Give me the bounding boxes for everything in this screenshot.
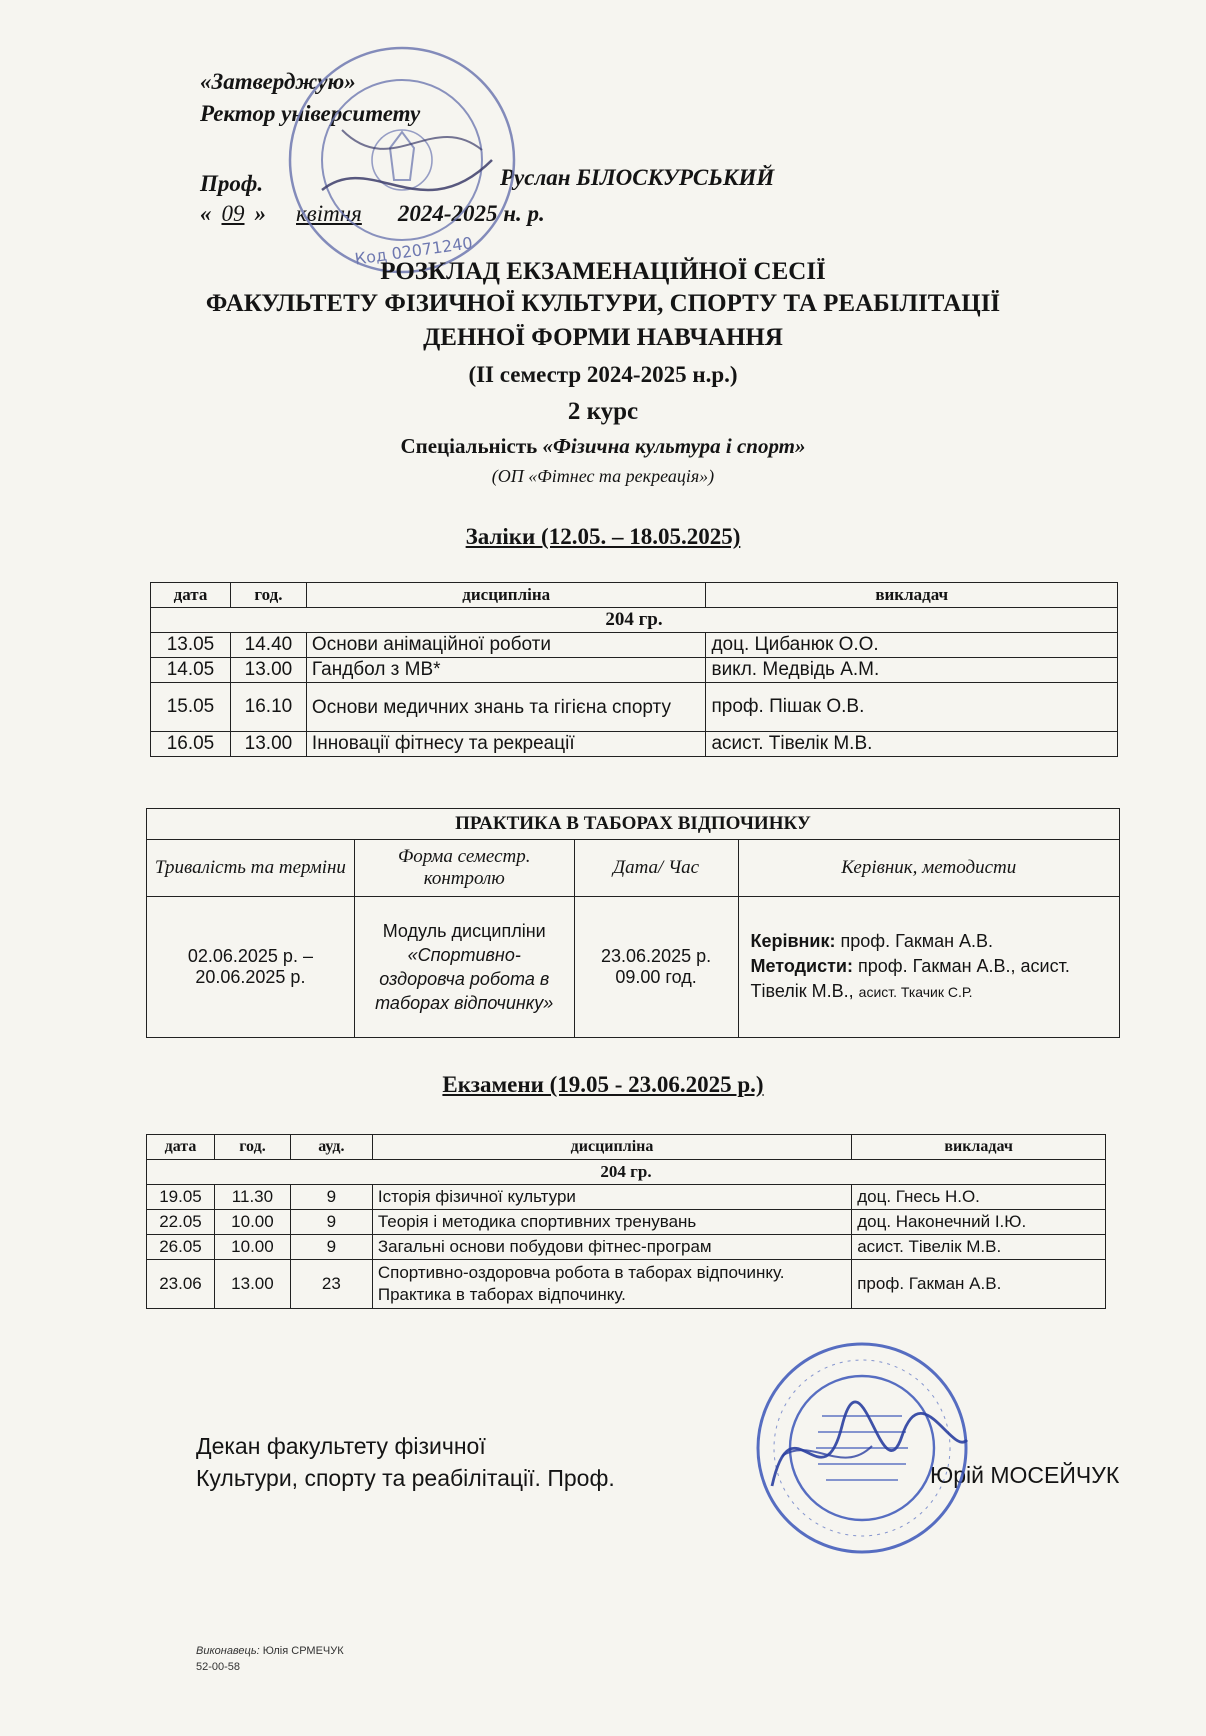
table-row [147, 1260, 1106, 1309]
row-date: 16.05 [151, 732, 231, 757]
stamp-code-text: Код 02071240 [353, 233, 474, 269]
dean-name: Юрій МОСЕЙЧУК [930, 1462, 1120, 1488]
quote-close: » [254, 201, 266, 226]
practice-form-italic: «Спортивно-оздоровча робота в таборах відпочинку» [375, 945, 554, 1013]
performer-phone: 52-00-58 [196, 1661, 241, 1673]
dean-line-2: Культури, спорту та реабілітації. Проф. [196, 1465, 615, 1491]
program: (ОП «Фітнес та рекреація») [491, 466, 715, 486]
row-time: 16.10 [230, 683, 306, 732]
row-room: 9 [290, 1210, 372, 1235]
faculty-seal-stamp [752, 1336, 972, 1560]
practice-leaders [738, 897, 1120, 1038]
row-teacher: доц. Цибанюк О.О. [706, 633, 1118, 658]
row-subject: Інновації фітнесу та рекреації [306, 732, 706, 757]
table-row [147, 1185, 1106, 1210]
row-subject: Загальні основи побудови фітнес-програм [372, 1235, 851, 1260]
practice-header-row [147, 840, 1120, 897]
row-date: 22.05 [147, 1210, 215, 1235]
table-row [151, 683, 1118, 732]
zaliky-header-row [151, 583, 1118, 608]
practice-time: 09.00 год. [615, 967, 697, 987]
row-date: 14.05 [151, 658, 231, 683]
approval-day: 09 [221, 201, 245, 226]
practice-col-duration: Тривалість та терміни [147, 840, 355, 897]
practice-methodists [751, 954, 1108, 1005]
table-row [147, 1210, 1106, 1235]
row-teacher: проф. Пішак О.В. [706, 683, 1118, 732]
performer-line [196, 1643, 344, 1659]
exams-header-row [147, 1135, 1106, 1160]
heading-line-2: ФАКУЛЬТЕТУ ФІЗИЧНОЇ КУЛЬТУРИ, СПОРТУ ТА РЕАБІЛІТАЦІЇ [205, 290, 1001, 317]
practice-form [354, 897, 574, 1038]
row-time: 14.40 [230, 633, 306, 658]
row-time: 10.00 [214, 1210, 290, 1235]
exam-col-time: год. [214, 1135, 290, 1160]
col-date: дата [151, 583, 231, 608]
dean-block [196, 1430, 615, 1494]
row-date: 26.05 [147, 1235, 215, 1260]
approval-month: квітня [296, 201, 362, 226]
exam-col-teacher: викладач [852, 1135, 1106, 1160]
performer-block [196, 1643, 344, 1675]
row-room: 23 [290, 1260, 372, 1309]
row-date: 15.05 [151, 683, 231, 732]
practice-col-form: Форма семестр. контролю [354, 840, 574, 897]
table-row [147, 1235, 1106, 1260]
methodists-names: проф. Гакман А.В., асист. Тівелік М.В., [750, 956, 1070, 1001]
exams-title: Екзамени (19.05 - 23.06.2025 р.) [442, 1072, 764, 1097]
exams-group: 204 гр. [147, 1160, 1106, 1185]
row-teacher: асист. Тівелік М.В. [852, 1235, 1106, 1260]
row-subject: Гандбол з МВ* [306, 658, 706, 683]
specialty-name: «Фізична культура і спорт» [542, 434, 806, 458]
row-teacher: викл. Медвідь А.М. [706, 658, 1118, 683]
row-date: 19.05 [147, 1185, 215, 1210]
exams-table [146, 1134, 1106, 1309]
practice-form-plain: Модуль дисципліни [382, 921, 546, 941]
row-time: 13.00 [230, 732, 306, 757]
approval-line-2: Ректор університету [200, 101, 421, 126]
methodists-label: Методисти: [750, 956, 853, 976]
row-subject: Основи анімаційної роботи [306, 633, 706, 658]
practice-duration: 02.06.2025 р. – 20.06.2025 р. [147, 897, 355, 1038]
methodists-extra: асист. Ткачик С.Р. [858, 984, 973, 1000]
col-subject: дисципліна [306, 583, 706, 608]
row-subject: Історія фізичної культури [372, 1185, 851, 1210]
row-teacher: доц. Гнесь Н.О. [852, 1185, 1106, 1210]
practice-table [146, 808, 1120, 1038]
semester: (ІІ семестр 2024-2025 н.р.) [468, 362, 738, 387]
exam-col-subject: дисципліна [372, 1135, 851, 1160]
practice-leader [751, 929, 1108, 954]
zaliky-table [150, 582, 1118, 757]
row-time: 13.00 [214, 1260, 290, 1309]
practice-datetime [574, 897, 738, 1038]
zaliky-title: Заліки (12.05. – 18.05.2025) [465, 524, 741, 549]
exam-col-room: ауд. [290, 1135, 372, 1160]
table-row [151, 633, 1118, 658]
row-date: 13.05 [151, 633, 231, 658]
col-teacher: викладач [706, 583, 1118, 608]
table-row [151, 658, 1118, 683]
approval-prefix: Проф. [200, 171, 264, 196]
approval-year: 2024-2025 н. р. [397, 201, 545, 226]
practice-row [147, 897, 1120, 1038]
col-time: год. [230, 583, 306, 608]
course: 2 курс [567, 398, 639, 425]
specialty [0, 434, 1206, 459]
row-teacher: асист. Тівелік М.В. [706, 732, 1118, 757]
exam-col-date: дата [147, 1135, 215, 1160]
heading-line-1: РОЗКЛАД ЕКЗАМЕНАЦІЙНОЇ СЕСІЇ [380, 258, 826, 285]
row-room: 9 [290, 1235, 372, 1260]
approval-line-1: «Затверджую» [200, 69, 356, 94]
specialty-label: Спеціальність [400, 434, 543, 458]
row-teacher: доц. Наконечний І.Ю. [852, 1210, 1106, 1235]
rector-seal-stamp [282, 40, 522, 280]
row-date: 23.06 [147, 1260, 215, 1309]
rector-name: Руслан БІЛОСКУРСЬКИЙ [500, 165, 775, 190]
table-row [151, 732, 1118, 757]
leader-label: Керівник: [750, 931, 836, 951]
practice-title: ПРАКТИКА В ТАБОРАХ ВІДПОЧИНКУ [147, 809, 1120, 840]
row-teacher: проф. Гакман А.В. [852, 1260, 1106, 1309]
performer-label: Виконавець: [196, 1645, 263, 1657]
zaliky-group: 204 гр. [151, 608, 1118, 633]
practice-date: 23.06.2025 р. [601, 946, 712, 966]
row-subject: Спортивно-оздоровча робота в таборах відпочинку. Практика в таборах відпочинку. [372, 1260, 851, 1309]
row-subject: Теорія і методика спортивних тренувань [372, 1210, 851, 1235]
row-room: 9 [290, 1185, 372, 1210]
dean-line-1: Декан факультету фізичної [196, 1433, 486, 1459]
performer-name: Юлія СРМЕЧУК [262, 1645, 344, 1657]
row-time: 10.00 [214, 1235, 290, 1260]
practice-col-datetime: Дата/ Час [574, 840, 738, 897]
row-time: 13.00 [230, 658, 306, 683]
practice-col-leader: Керівник, методисти [738, 840, 1120, 897]
leader-name: проф. Гакман А.В. [835, 931, 994, 951]
heading-line-3: ДЕННОЇ ФОРМИ НАВЧАННЯ [423, 324, 783, 351]
quote-open: « [200, 201, 212, 226]
row-subject: Основи медичних знань та гігієна спорту [306, 683, 706, 732]
row-time: 11.30 [214, 1185, 290, 1210]
